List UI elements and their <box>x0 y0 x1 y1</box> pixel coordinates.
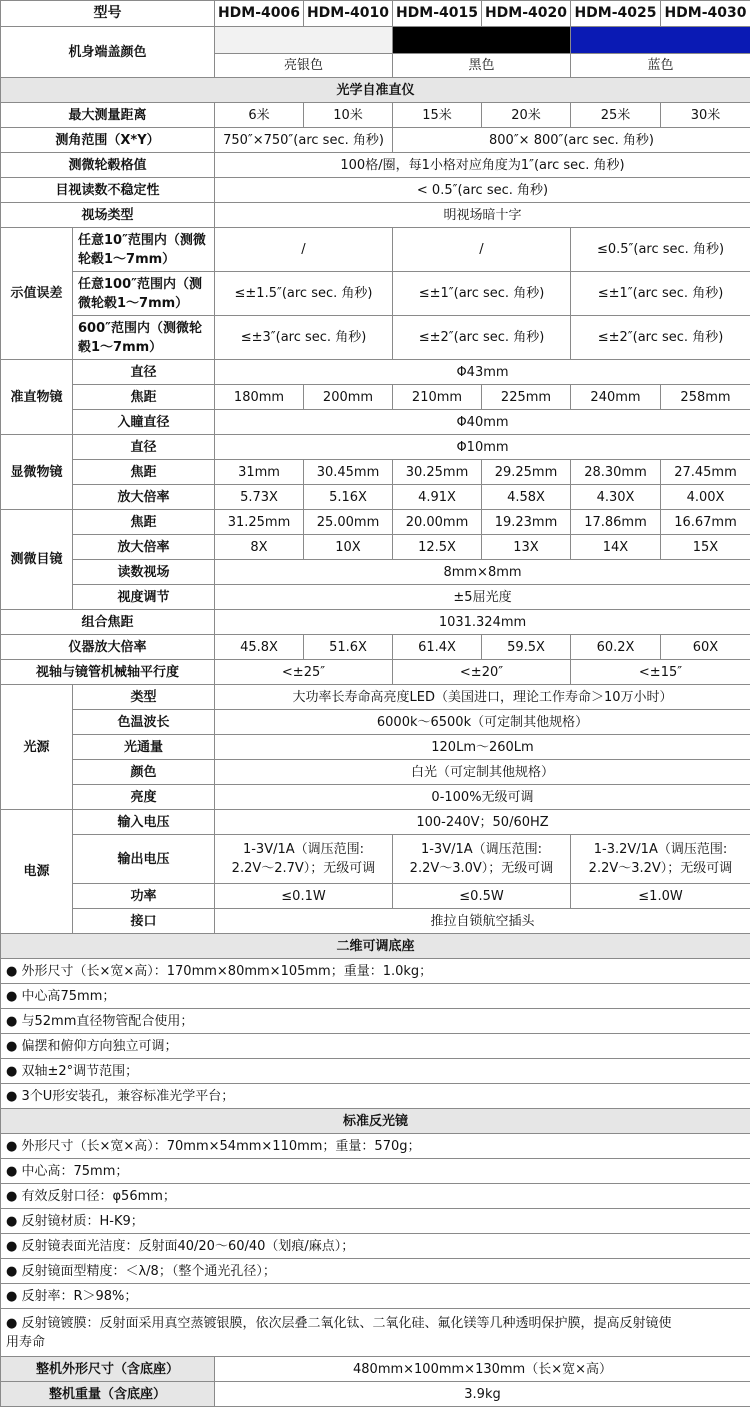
cell-value: 17.86mm <box>571 510 661 535</box>
section-title-mirror: 标准反光镜 <box>1 1109 750 1134</box>
bullet-item: ● 中心高75mm； <box>1 984 750 1009</box>
color-name: 蓝色 <box>571 54 750 78</box>
cell-value: <±20″ <box>393 660 571 685</box>
output-line: 1-3V/1A（调压范围: <box>420 842 543 857</box>
cell-value: 白光（可定制其他规格） <box>215 760 750 785</box>
bullet-text: 反射镜材质：H-K9； <box>21 1213 144 1229</box>
body-color-label: 机身端盖颜色 <box>1 27 215 78</box>
bullet-text: 用寿命 <box>6 1334 46 1350</box>
cell-value: 60.2X <box>571 635 661 660</box>
bullet-item: ● 外形尺寸（长×宽×高）：70mm×54mm×110mm；重量：570g； <box>1 1134 750 1159</box>
cell-value: ≤1.0W <box>571 884 750 909</box>
row-label: 测微轮毂格值 <box>1 153 215 178</box>
cell-value: 210mm <box>393 385 482 410</box>
row-label: 仪器放大倍率 <box>1 635 215 660</box>
cell-value: 225mm <box>482 385 571 410</box>
bullet-item: ● 反射镜面型精度：＜λ/8；（整个通光孔径）； <box>1 1259 750 1284</box>
bullet-text: 双轴±2°调节范围； <box>21 1063 139 1079</box>
section-title-base: 二维可调底座 <box>1 934 750 959</box>
cell-value: 5.73X <box>215 485 304 510</box>
cell-value: 3.9kg <box>215 1382 750 1407</box>
bullet-text: 反射镜镀膜：反射面采用真空蒸镀银膜，依次层叠二氧化钛、二氧化硅、氟化镁等几种透明保护膜，提高反射镜使 <box>21 1315 672 1331</box>
cell-value: 20米 <box>482 103 571 128</box>
color-name: 亮银色 <box>215 54 393 78</box>
cell-value: ≤±2″(arc sec. 角秒) <box>393 316 571 360</box>
group-label: 光源 <box>1 685 73 810</box>
bullet-text: 反射镜面型精度：＜λ/8；（整个通光孔径）； <box>21 1263 276 1279</box>
cell-value: 200mm <box>304 385 393 410</box>
model-label: 型号 <box>1 1 215 27</box>
cell-value: 5.16X <box>304 485 393 510</box>
cell-value: 30.25mm <box>393 460 482 485</box>
cell-value: ≤0.5W <box>393 884 571 909</box>
bullet-item: ● 双轴±2°调节范围； <box>1 1059 750 1084</box>
output-line: 1-3.2V/1A（调压范围: <box>593 842 728 857</box>
cell-value: 30.45mm <box>304 460 393 485</box>
cell-value: 15X <box>661 535 750 560</box>
bullet-item: ● 反射镜镀膜：反射面采用真空蒸镀银膜，依次层叠二氧化钛、二氧化硅、氟化镁等几种透明保护膜，提高反射镜使 用寿命 <box>1 1309 750 1357</box>
bullet-item: ● 有效反射口径：φ56mm； <box>1 1184 750 1209</box>
sub-label: 直径 <box>73 360 215 385</box>
bullet-item: ● 反射镜材质：H-K9； <box>1 1209 750 1234</box>
cell-value: 明视场暗十字 <box>215 203 750 228</box>
max-distance-row <box>1 103 750 128</box>
bullet-item: ● 反射率：R＞98%； <box>1 1284 750 1309</box>
cell-value: 240mm <box>571 385 661 410</box>
model-name: HDM-4030 <box>661 1 750 27</box>
sub-label: 600″范围内（测微轮毂1～7mm） <box>73 316 215 360</box>
color-swatch-row <box>1 27 750 54</box>
sub-label: 读数视场 <box>73 560 215 585</box>
cell-value: 19.23mm <box>482 510 571 535</box>
cell-value: ≤0.5″(arc sec. 角秒) <box>571 228 750 272</box>
group-label: 显微物镜 <box>1 435 73 510</box>
cell-value: 45.8X <box>215 635 304 660</box>
sub-label: 放大倍率 <box>73 535 215 560</box>
cell-value: 8X <box>215 535 304 560</box>
cell-value: 6米 <box>215 103 304 128</box>
color-name: 黑色 <box>393 54 571 78</box>
model-name: HDM-4025 <box>571 1 661 27</box>
sub-label: 输入电压 <box>73 810 215 835</box>
sub-label: 直径 <box>73 435 215 460</box>
cell-value <box>571 835 750 884</box>
cell-value: / <box>215 228 393 272</box>
model-name: HDM-4010 <box>304 1 393 27</box>
output-line: 2.2V～2.7V）；无级可调 <box>231 861 376 876</box>
bullet-text: 反射率：R＞98%； <box>21 1288 138 1304</box>
cell-value: 8mm×8mm <box>215 560 750 585</box>
cell-value: 大功率长寿命高亮度LED（美国进口，理论工作寿命＞10万小时） <box>215 685 750 710</box>
cell-value: 25.00mm <box>304 510 393 535</box>
group-label: 示值误差 <box>1 228 73 360</box>
cell-value <box>393 835 571 884</box>
cell-value: 30米 <box>661 103 750 128</box>
cell-value: ≤±3″(arc sec. 角秒) <box>215 316 393 360</box>
sub-label: 任意100″范围内（测微轮毂1～7mm） <box>73 272 215 316</box>
model-name: HDM-4020 <box>482 1 571 27</box>
cell-value: ±5屈光度 <box>215 585 750 610</box>
sub-label: 放大倍率 <box>73 485 215 510</box>
cell-value: 100-240V；50/60HZ <box>215 810 750 835</box>
bullet-item: ● 3个U形安装孔，兼容标准光学平台； <box>1 1084 750 1109</box>
black-swatch <box>393 27 571 54</box>
cell-value: 29.25mm <box>482 460 571 485</box>
cell-value: 推拉自锁航空插头 <box>215 909 750 934</box>
bullet-item: ● 与52mm直径物管配合使用； <box>1 1009 750 1034</box>
row-label: 视场类型 <box>1 203 215 228</box>
cell-value: 1031.324mm <box>215 610 750 635</box>
sub-label: 视度调节 <box>73 585 215 610</box>
bullet-text: 反射镜表面光洁度：反射面40/20～60/40（划痕/麻点）； <box>21 1238 355 1254</box>
sub-label: 类型 <box>73 685 215 710</box>
sub-label: 焦距 <box>73 385 215 410</box>
cell-value: 10米 <box>304 103 393 128</box>
bullet-text: 中心高：75mm； <box>21 1163 129 1179</box>
bullet-text: 偏摆和俯仰方向独立可调； <box>21 1038 178 1054</box>
output-line: 2.2V～3.0V）；无级可调 <box>409 861 554 876</box>
cell-value: 16.67mm <box>661 510 750 535</box>
sub-label: 色温波长 <box>73 710 215 735</box>
row-label: 测角范围（X*Y） <box>1 128 215 153</box>
cell-value: 100格/圈，每1小格对应角度为1″(arc sec. 角秒) <box>215 153 750 178</box>
cell-value: 20.00mm <box>393 510 482 535</box>
cell-value: 61.4X <box>393 635 482 660</box>
sub-label: 亮度 <box>73 785 215 810</box>
sub-label: 入瞳直径 <box>73 410 215 435</box>
row-label: 目视读数不稳定性 <box>1 178 215 203</box>
sub-label: 颜色 <box>73 760 215 785</box>
cell-value: 480mm×100mm×130mm（长×宽×高） <box>215 1357 750 1382</box>
bullet-item: ● 反射镜表面光洁度：反射面40/20～60/40（划痕/麻点）； <box>1 1234 750 1259</box>
sub-label: 光通量 <box>73 735 215 760</box>
cell-value: 31.25mm <box>215 510 304 535</box>
row-label: 视轴与镜管机械轴平行度 <box>1 660 215 685</box>
cell-value: 4.30X <box>571 485 661 510</box>
cell-value: ≤±1.5″(arc sec. 角秒) <box>215 272 393 316</box>
cell-value: 10X <box>304 535 393 560</box>
sub-label: 输出电压 <box>73 835 215 884</box>
cell-value: 4.91X <box>393 485 482 510</box>
sub-label: 功率 <box>73 884 215 909</box>
cell-value: 14X <box>571 535 661 560</box>
sub-label: 焦距 <box>73 460 215 485</box>
group-label: 电源 <box>1 810 73 934</box>
row-label: 整机重量（含底座） <box>1 1382 215 1407</box>
cell-value: Φ10mm <box>215 435 750 460</box>
cell-value: 4.58X <box>482 485 571 510</box>
bullet-text: 有效反射口径：φ56mm； <box>21 1188 176 1204</box>
cell-value: 12.5X <box>393 535 482 560</box>
bullet-item: ● 中心高：75mm； <box>1 1159 750 1184</box>
cell-value: 4.00X <box>661 485 750 510</box>
silver-swatch <box>215 27 393 54</box>
cell-value: 31mm <box>215 460 304 485</box>
header-row <box>1 1 750 27</box>
bullet-item: ● 外形尺寸（长×宽×高）：170mm×80mm×105mm；重量：1.0kg； <box>1 959 750 984</box>
bullet-text: 中心高75mm； <box>21 988 116 1004</box>
cell-value: ≤±2″(arc sec. 角秒) <box>571 316 750 360</box>
cell-value: ≤0.1W <box>215 884 393 909</box>
cell-value: < 0.5″(arc sec. 角秒) <box>215 178 750 203</box>
bullet-text: 外形尺寸（长×宽×高）：70mm×54mm×110mm；重量：570g； <box>21 1138 421 1154</box>
bullet-text: 外形尺寸（长×宽×高）：170mm×80mm×105mm；重量：1.0kg； <box>21 963 433 979</box>
bullet-text: 与52mm直径物管配合使用； <box>21 1013 194 1029</box>
sub-label: 焦距 <box>73 510 215 535</box>
bullet-item: ● 偏摆和俯仰方向独立可调； <box>1 1034 750 1059</box>
cell-value: 120Lm～260Lm <box>215 735 750 760</box>
cell-value: 13X <box>482 535 571 560</box>
cell-value: Φ43mm <box>215 360 750 385</box>
sub-label: 任意10″范围内（测微轮毂1～7mm） <box>73 228 215 272</box>
cell-value: 25米 <box>571 103 661 128</box>
cell-value: 28.30mm <box>571 460 661 485</box>
model-name: HDM-4015 <box>393 1 482 27</box>
cell-value: 0-100%无级可调 <box>215 785 750 810</box>
model-name: HDM-4006 <box>215 1 304 27</box>
row-label: 最大测量距离 <box>1 103 215 128</box>
cell-value: <±15″ <box>571 660 750 685</box>
output-line: 1-3V/1A（调压范围: <box>242 842 365 857</box>
row-label: 组合焦距 <box>1 610 215 635</box>
cell-value: ≤±1″(arc sec. 角秒) <box>571 272 750 316</box>
cell-value: 750″×750″(arc sec. 角秒) <box>215 128 393 153</box>
cell-value: ≤±1″(arc sec. 角秒) <box>393 272 571 316</box>
cell-value: 15米 <box>393 103 482 128</box>
cell-value <box>215 835 393 884</box>
cell-value: 800″× 800″(arc sec. 角秒) <box>393 128 750 153</box>
cell-value: <±25″ <box>215 660 393 685</box>
section-title-autocollimator: 光学自准直仪 <box>1 78 750 103</box>
cell-value: 59.5X <box>482 635 571 660</box>
cell-value: / <box>393 228 571 272</box>
bullet-text: 3个U形安装孔，兼容标准光学平台； <box>21 1088 235 1104</box>
sub-label: 接口 <box>73 909 215 934</box>
cell-value: Φ40mm <box>215 410 750 435</box>
cell-value: 6000k～6500k（可定制其他规格） <box>215 710 750 735</box>
output-line: 2.2V～3.2V）；无级可调 <box>588 861 733 876</box>
group-label: 测微目镜 <box>1 510 73 610</box>
cell-value: 60X <box>661 635 750 660</box>
cell-value: 258mm <box>661 385 750 410</box>
cell-value: 27.45mm <box>661 460 750 485</box>
angle-range-row <box>1 128 750 153</box>
blue-swatch <box>571 27 750 54</box>
row-label: 整机外形尺寸（含底座） <box>1 1357 215 1382</box>
cell-value: 51.6X <box>304 635 393 660</box>
group-label: 准直物镜 <box>1 360 73 435</box>
cell-value: 180mm <box>215 385 304 410</box>
